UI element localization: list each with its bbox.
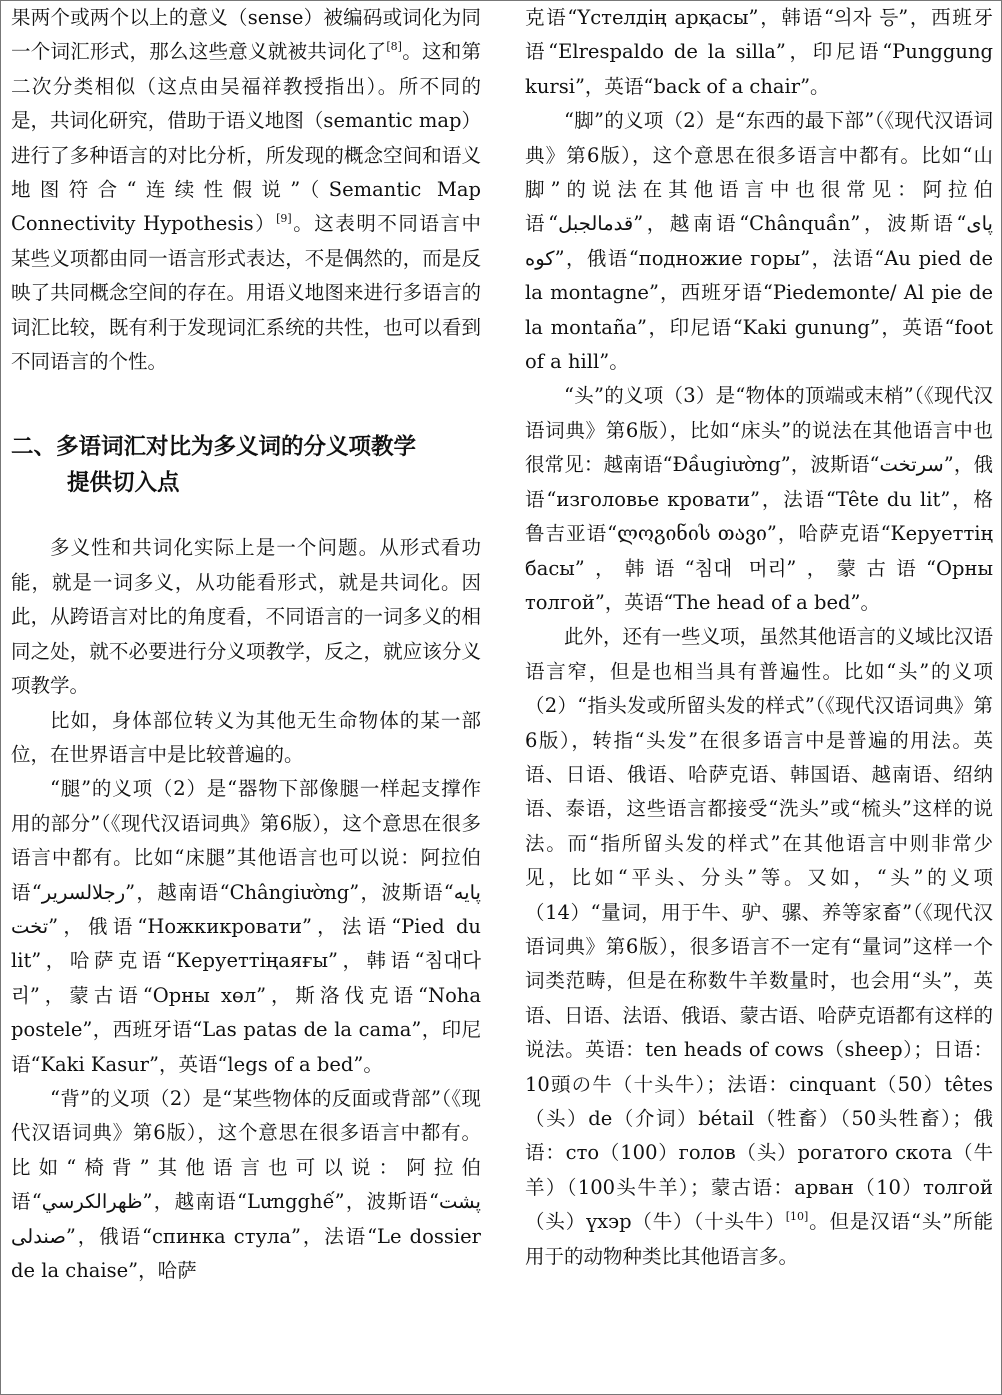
- paragraph-back: “背”的义项（2）是“某些物体的反面或背部”（《现代汉语词典》第6版），这个意思在很多语言中都有。比如“椅背”其他语言也可以说：阿拉伯语“ظهرالكرسي”，越南语“Lưngghế”，波斯语“پشت صندلی”，俄语“спинка стула”，法语“Le dossier de la chaise”，哈萨: [11, 1086, 481, 1282]
- right-column: [525, 1, 993, 1394]
- citation-10: [10]: [785, 1210, 809, 1224]
- citation-8: [8]: [386, 40, 402, 54]
- left-column: [11, 1, 481, 1394]
- paragraph-body-parts: 比如，身体部位转义为其他无生命物体的某一部位，在世界语言中是比较普遍的。: [11, 708, 481, 766]
- paragraph-foot: “脚”的义项（2）是“东西的最下部”（《现代汉语词典》第6版），这个意思在很多语言中都有。比如“山脚”的说法在其他语言中也很常见：阿拉伯语“قدمالجبل”，越南语“Chânquần”，波斯语“پای کوه”，俄语“подножие горы”，法语“Au pied de la montagne”，西班牙语“Piedemonte/ Al pie de la montaña”，印尼语“Kaki gunung”，英语“foot of a hill”。: [525, 109, 993, 374]
- paragraph-back-continued: 克语“Үстелдің арқасы”，韩语“의자 등”，西班牙语“Elrespaldo de la silla”，印尼语“Punggung kursi”，英语“back of a chair”。: [525, 6, 993, 98]
- paragraph-polysemy: 多义性和共词化实际上是一个问题。从形式看功能，就是一词多义，从功能看形式，就是共词化。因此，从跨语言对比的角度看，不同语言的一词多义的相同之处，就不必要进行分义项教学，反之，就应该分义项教学。: [11, 536, 481, 698]
- citation-9: [9]: [276, 212, 292, 226]
- section-heading: 二、多语词汇对比为多义词的分义项教学 提供切入点: [11, 434, 417, 497]
- paragraph-leg: “腿”的义项（2）是“器物下部像腿一样起支撑作用的部分”（《现代汉语词典》第6版），这个意思在很多语言中都有。比如“床腿”其他语言也可以说：阿拉伯语“رجلالسرير”，越南语“Chângiường”，波斯语“پایه تخت”，俄语“Ножкикровати”，法语“Pied du lit”，哈萨克语“Керуеттіңаяғы”，韩语“침대다리”，蒙古语“Орны хөл”，斯洛伐克语“Noha postele”，西班牙语“Las patas de la cama”，印尼语“Kaki Kasur”，英语“legs of a bed”。: [11, 777, 481, 1076]
- paragraph-other-senses: 此外，还有一些义项，虽然其他语言的义域比汉语语言窄，但是也相当具有普遍性。比如“头”的义项（2）“指头发或所留头发的样式”（《现代汉语词典》第6版），转指“头发”在很多语言中是普遍的用法。英语、日语、俄语、哈萨克语、韩国语、越南语、绍纳语、泰语，这些语言都接受“洗头”或“梳头”这样的说法。而“指所留头发的样式”在其他语言中则非常少见，比如“平头、分头”等。又如，“头”的义项（14）“量词，用于牛、驴、骡、养等家畜”（《现代汉语词典》第6版），很多语言不一定有“量词”这样一个词类范畴，但是在称数牛羊数量时，也会用“头”，英语、日语、法语、俄语、蒙古语、哈萨克语都有这样的说法。英语：ten heads of cows（sheep）；日语：10頭の牛（十头牛）；法语：cinquant（50）têtes（头）de（介词）bétail（牲畜）（50头牲畜）；俄语：сто（100）голов（头）рогатого скота（牛羊）（100头牛羊）；蒙古语：арван（10）толгой（头）үхэр（牛）（十头牛）[10]。但是汉语“头”所能用于的动物种类比其他语言多。: [525, 625, 993, 1268]
- paragraph-head: “头”的义项（3）是“物体的顶端或末梢”（《现代汉语词典》第6版），比如“床头”的说法在其他语言中也很常见：越南语“Đầugiường”，波斯语“سرتخت”，俄语“изголовье кровати”，法语“Tête du lit”，格鲁吉亚语“ლოგინის თავი”，哈萨克语“Керуеттің басы”，韩语“침대 머리”，蒙古语“Орны толгой”，英语“The head of a bed”。: [525, 384, 993, 614]
- paragraph-colexification: 果两个或两个以上的意义（sense）被编码或词化为同一个词汇形式，那么这些意义就被共词化了[8]。这和第二次分类相似（这点由吴福祥教授指出）。所不同的是，共词化研究，借助于语义地图（semantic map）进行了多种语言的对比分析，所发现的概念空间和语义地图符合“连续性假说”（Semantic Map Connectivity Hypothesis）[9]。这表明不同语言中某些义项都由同一语言形式表达，不是偶然的，而是反映了共同概念空间的存在。用语义地图来进行多语言的词汇比较，既有利于发现词汇系统的共性，也可以看到不同语言的个性。: [11, 6, 481, 374]
